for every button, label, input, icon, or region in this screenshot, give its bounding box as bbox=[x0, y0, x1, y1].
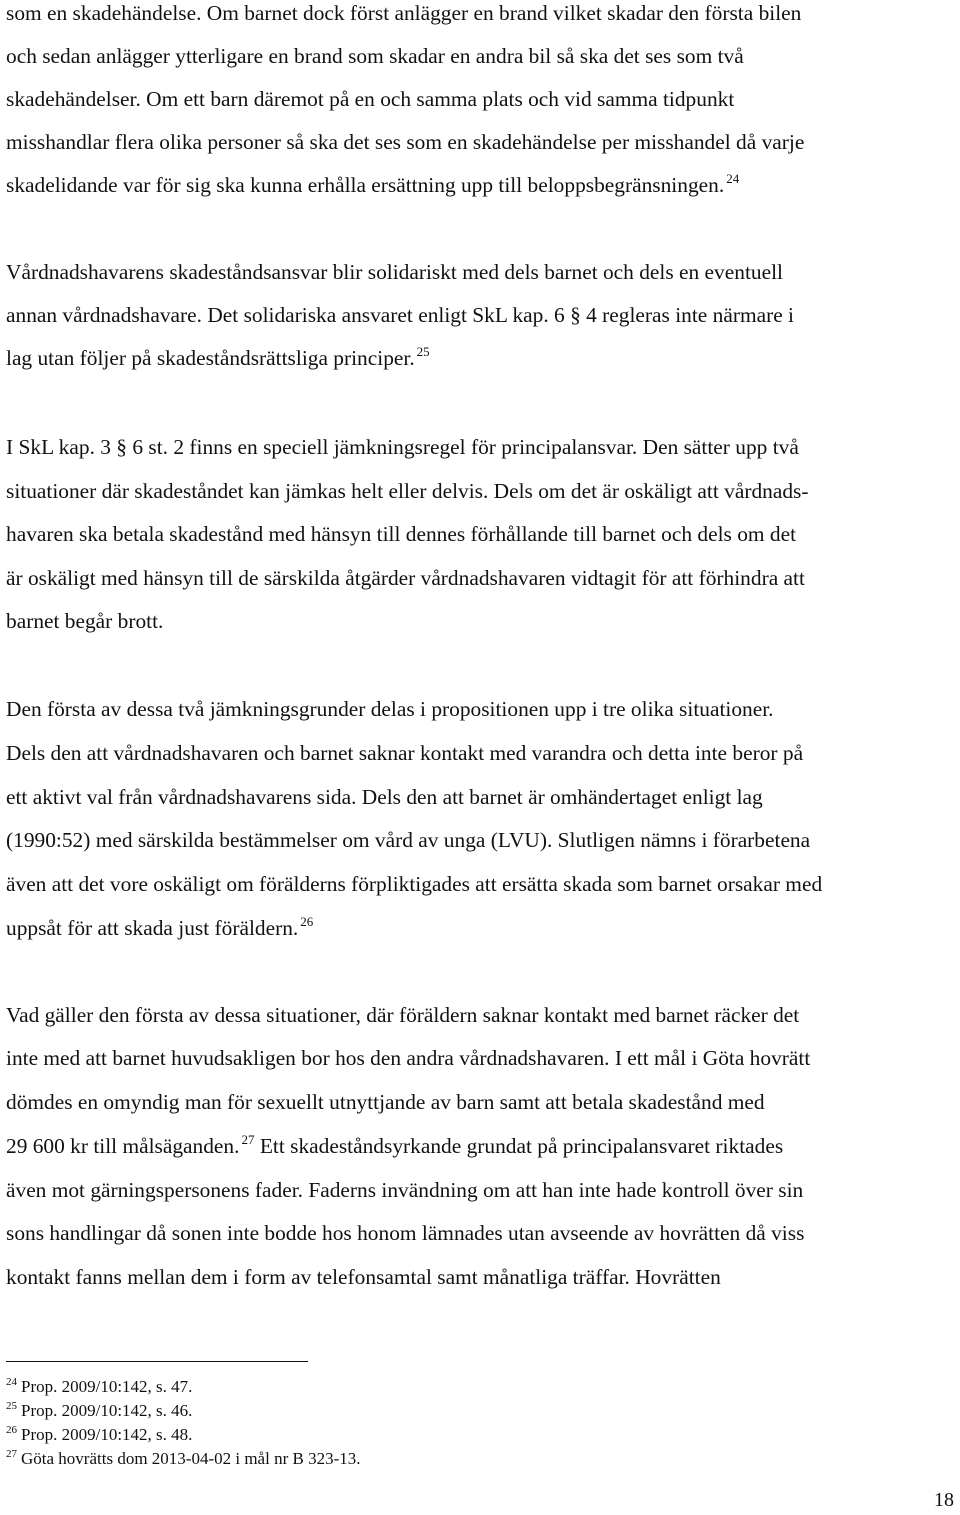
text-line: annan vårdnadshavare. Det solidariska ansvaret enligt SkL kap. 6 § 4 regleras inte närmare i bbox=[6, 303, 794, 327]
text-line bbox=[6, 915, 313, 944]
text-line bbox=[6, 1133, 783, 1162]
text-line: Vårdnadshavarens skadeståndsansvar blir solidariskt med dels barnet och dels en eventuell bbox=[6, 260, 783, 284]
text-line bbox=[6, 345, 430, 374]
text-line: misshandlar flera olika personer så ska det ses som en skadehändelse per misshandel då varje bbox=[6, 130, 805, 154]
text-line: Dels den att vårdnadshavaren och barnet saknar kontakt med varandra och detta inte beror på bbox=[6, 741, 804, 765]
line-text: Ett skadeståndsyrkande grundat på principalansvaret riktades bbox=[259, 1134, 784, 1158]
footnote bbox=[6, 1401, 192, 1423]
footnote-number: 24 bbox=[6, 1376, 17, 1388]
footnote-text: Prop. 2009/10:142, s. 46. bbox=[21, 1401, 193, 1420]
text-line: Vad gäller den första av dessa situationer, där föräldern saknar kontakt med barnet räcker det bbox=[6, 1003, 800, 1027]
footnote-number: 26 bbox=[6, 1424, 17, 1436]
footnote-ref: 24 bbox=[726, 171, 740, 186]
text-line: kontakt fanns mellan dem i form av telefonsamtal samt månatliga träffar. Hovrätten bbox=[6, 1265, 721, 1289]
text-line: I SkL kap. 3 § 6 st. 2 finns en speciell jämkningsregel för principalansvar. Den sätter upp två bbox=[6, 435, 799, 459]
footnote-number: 27 bbox=[6, 1448, 17, 1460]
line-text: 29 600 kr till målsäganden. bbox=[6, 1134, 240, 1158]
line-text: lag utan följer på skadeståndsrättsliga principer. bbox=[6, 346, 415, 370]
footnote-text: Prop. 2009/10:142, s. 48. bbox=[21, 1425, 193, 1444]
text-line: havaren ska betala skadestånd med hänsyn till dennes förhållande till barnet och dels om det bbox=[6, 522, 797, 546]
text-line: dömdes en omyndig man för sexuellt utnyttjande av barn samt att betala skadestånd med bbox=[6, 1090, 765, 1114]
footnote-text: Göta hovrätts dom 2013-04-02 i mål nr B 323-13. bbox=[21, 1449, 361, 1468]
text-line: Den första av dessa två jämkningsgrunder delas i propositionen upp i tre olika situationer. bbox=[6, 697, 774, 721]
footnote-separator bbox=[6, 1361, 308, 1362]
text-line: inte med att barnet huvudsakligen bor hos den andra vårdnadshavaren. I ett mål i Göta hovrätt bbox=[6, 1046, 811, 1070]
text-line: sons handlingar då sonen inte bodde hos honom lämnades utan avseende av hovrätten då viss bbox=[6, 1221, 805, 1245]
line-text: uppsåt för att skada just föräldern. bbox=[6, 916, 299, 940]
line-text: skadelidande var för sig ska kunna erhålla ersättning upp till beloppsbegränsningen. bbox=[6, 173, 725, 197]
text-line: även mot gärningspersonens fader. Faderns invändning om att han inte hade kontroll över sin bbox=[6, 1178, 804, 1202]
page-number: 18 bbox=[934, 1489, 954, 1511]
text-line: ett aktivt val från vårdnadshavarens sida. Dels den att barnet är omhändertaget enligt lag bbox=[6, 785, 763, 809]
footnote-number: 25 bbox=[6, 1400, 17, 1412]
text-line: skadehändelser. Om ett barn däremot på en och samma plats och vid samma tidpunkt bbox=[6, 87, 735, 111]
text-line: situationer där skadeståndet kan jämkas helt eller delvis. Dels om det är oskäligt att vårdnads- bbox=[6, 479, 809, 503]
footnote-text: Prop. 2009/10:142, s. 47. bbox=[21, 1377, 193, 1396]
footnote-ref: 27 bbox=[241, 1132, 255, 1147]
footnote bbox=[6, 1449, 361, 1471]
text-line: (1990:52) med särskilda bestämmelser om vård av unga (LVU). Slutligen nämns i förarbetena bbox=[6, 828, 811, 852]
text-line: och sedan anlägger ytterligare en brand som skadar en andra bil så ska det ses som två bbox=[6, 44, 744, 68]
footnote bbox=[6, 1377, 192, 1399]
text-line: barnet begår brott. bbox=[6, 609, 164, 633]
footnote-ref: 25 bbox=[416, 344, 430, 359]
footnote bbox=[6, 1425, 192, 1447]
text-line bbox=[6, 172, 739, 201]
text-line: är oskäligt med hänsyn till de särskilda åtgärder vårdnadshavaren vidtagit för att förhindra att bbox=[6, 566, 805, 590]
text-line: som en skadehändelse. Om barnet dock först anlägger en brand vilket skadar den första bilen bbox=[6, 1, 802, 25]
text-line: även att det vore oskäligt om förälderns förpliktigades att ersätta skada som barnet orsakar med bbox=[6, 872, 823, 896]
footnote-ref: 26 bbox=[300, 914, 314, 929]
